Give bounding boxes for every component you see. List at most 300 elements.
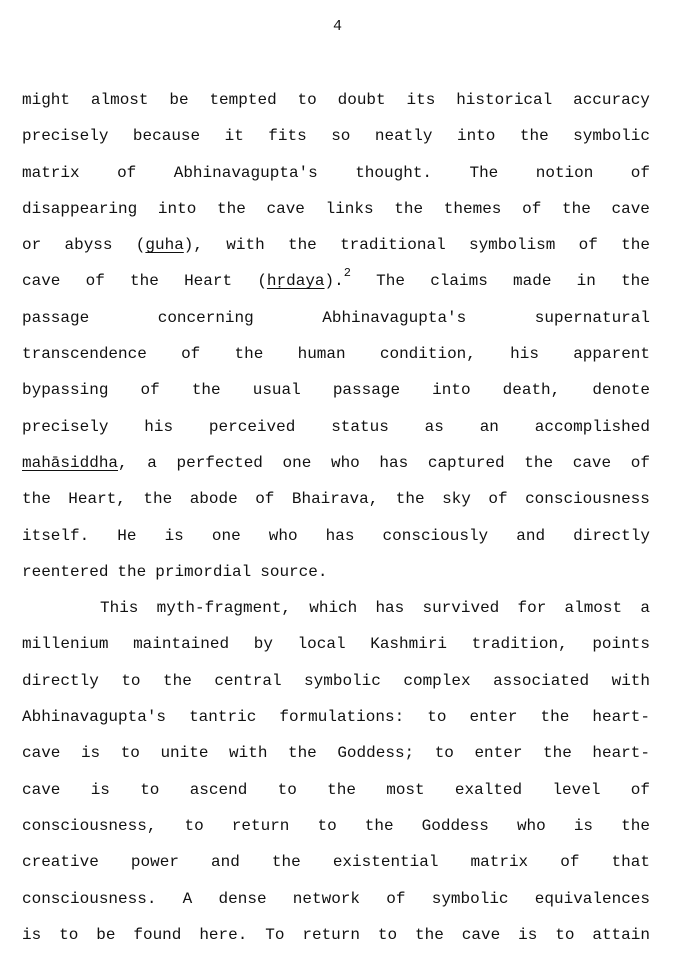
word — [117, 161, 136, 185]
word — [22, 342, 147, 366]
text-line — [22, 487, 650, 523]
word — [326, 197, 374, 221]
word-text: it — [224, 127, 244, 146]
word-text: of — [522, 199, 542, 218]
word — [235, 342, 264, 366]
word-text: cave — [22, 780, 61, 799]
word-text: points — [592, 635, 650, 654]
text-line — [22, 705, 650, 741]
word — [232, 814, 290, 838]
word-text: its — [406, 91, 436, 109]
word-text: consciously — [382, 526, 489, 545]
word-text: myth-fragment, — [156, 599, 292, 618]
word — [121, 741, 140, 765]
word-text: perfected — [176, 453, 263, 472]
text-line — [22, 632, 650, 668]
word — [169, 88, 188, 112]
word — [379, 451, 408, 475]
word — [158, 306, 254, 330]
word — [283, 451, 312, 475]
word-text: fits — [268, 127, 307, 146]
word-text: cave — [266, 199, 305, 218]
word — [524, 451, 553, 475]
word — [288, 741, 317, 765]
word-text: consciousness. — [22, 889, 157, 908]
word — [355, 161, 432, 185]
word-text: existential — [332, 853, 439, 872]
word — [577, 269, 596, 293]
word-text: the — [217, 199, 246, 218]
word — [472, 632, 568, 656]
word-text: precisely — [22, 417, 109, 436]
word-text: of — [488, 490, 508, 509]
word — [331, 415, 389, 439]
word-text: into — [456, 127, 496, 146]
word — [333, 378, 400, 402]
word — [435, 741, 454, 765]
word — [327, 778, 356, 802]
word — [573, 524, 650, 548]
word-text: cave — [461, 925, 501, 944]
word — [22, 850, 99, 874]
word — [22, 778, 60, 802]
word — [573, 342, 650, 366]
word-text: to — [555, 925, 575, 944]
word-text: to — [121, 671, 141, 690]
word-text: themes — [443, 199, 502, 218]
word-text: to — [317, 816, 337, 835]
word — [211, 850, 240, 874]
word — [541, 705, 570, 729]
word-text: by — [253, 635, 273, 654]
word-text: found — [133, 925, 182, 944]
word — [190, 778, 248, 802]
text-line — [22, 524, 650, 560]
text-line — [22, 923, 650, 959]
word-text: Abhinavagupta's — [322, 308, 467, 327]
word-text: the — [130, 272, 159, 291]
word — [386, 887, 405, 911]
word-text: complex — [403, 671, 471, 690]
word-text: passage — [22, 308, 90, 327]
word-text: thought. — [355, 163, 433, 182]
word — [272, 850, 301, 874]
word — [117, 560, 146, 584]
word-text: is — [573, 816, 594, 835]
word — [22, 451, 128, 475]
word — [503, 378, 561, 402]
word — [86, 269, 105, 293]
word-text: survived — [422, 599, 500, 618]
word-text: the — [143, 490, 173, 509]
word — [100, 596, 138, 620]
word-text: of — [630, 780, 650, 799]
word-text: the — [519, 127, 549, 146]
word — [157, 596, 291, 620]
text-line — [22, 306, 650, 342]
word-text: source. — [260, 562, 328, 581]
word-text: captured — [427, 453, 505, 472]
text-line — [22, 596, 650, 632]
word — [212, 524, 241, 548]
word — [133, 632, 229, 656]
word-text: return — [302, 925, 360, 944]
word-text: bypassing — [22, 381, 109, 400]
word-text: formulations: — [279, 708, 405, 727]
word-text: the — [163, 671, 192, 690]
word-text: in — [576, 272, 596, 291]
word — [293, 887, 360, 911]
word-text: is — [518, 925, 538, 944]
word-text: cave — [611, 199, 650, 218]
text-line — [22, 887, 650, 923]
word — [579, 233, 598, 257]
word-text: The — [469, 163, 499, 182]
text-line — [22, 741, 650, 777]
word-text: attain — [592, 925, 650, 944]
word-text: ascend — [189, 780, 248, 799]
word-text: tempted — [209, 91, 277, 109]
word-text: denote — [592, 381, 650, 400]
word-text: status — [331, 417, 389, 436]
word — [425, 415, 444, 439]
word-text: of — [578, 236, 598, 255]
word-text: the — [561, 199, 591, 218]
word — [442, 487, 471, 511]
word-text: be — [169, 91, 189, 109]
word-text: or — [22, 236, 42, 255]
word — [253, 378, 301, 402]
word — [432, 378, 470, 402]
word-text: death, — [502, 381, 561, 400]
word-text: a — [147, 453, 157, 472]
word-text: the — [524, 453, 554, 472]
word-text: the — [621, 816, 650, 835]
word-text: that — [611, 853, 650, 872]
word — [219, 887, 267, 911]
word — [189, 705, 256, 729]
word-text: perceived — [208, 417, 296, 436]
word — [265, 923, 284, 947]
word — [226, 233, 264, 257]
word-text: to — [59, 925, 79, 944]
word-text: his — [144, 417, 174, 436]
word — [493, 669, 589, 693]
word-text: cave — [22, 272, 61, 291]
word-text: the — [394, 199, 424, 218]
word — [163, 669, 192, 693]
underlined-term: hṛdaya — [266, 272, 325, 291]
word — [536, 161, 594, 185]
word-text: of — [85, 272, 105, 291]
word-text: the — [395, 490, 425, 509]
word — [133, 124, 200, 148]
word — [455, 778, 522, 802]
word — [176, 451, 262, 475]
word-text: central — [214, 671, 282, 690]
word-text: his — [510, 345, 539, 364]
word — [322, 306, 466, 330]
word-text: as — [424, 417, 444, 436]
word — [133, 923, 181, 947]
word — [510, 342, 539, 366]
page-number: 4 — [332, 18, 342, 35]
word-text: transcendence — [22, 345, 147, 364]
word — [518, 923, 537, 947]
word — [22, 741, 60, 765]
word-text: of — [386, 889, 406, 908]
word — [621, 233, 650, 257]
word-text: which — [309, 599, 358, 618]
word-text: heart- — [592, 708, 650, 727]
text-line — [22, 266, 650, 305]
word — [96, 923, 115, 947]
word — [592, 378, 650, 402]
word — [209, 415, 295, 439]
word — [517, 596, 546, 620]
word-text: a — [640, 599, 650, 618]
word — [432, 887, 509, 911]
word-text: matrix — [470, 853, 529, 872]
word-text: ( — [135, 236, 146, 255]
word-text: human — [297, 345, 346, 364]
footnote-marker: 2 — [343, 266, 351, 281]
word — [592, 632, 650, 656]
word — [612, 669, 650, 693]
word-text: be — [96, 925, 116, 944]
word-text: is — [80, 744, 101, 763]
word-text: traditional — [340, 236, 446, 255]
word-text: passage — [332, 381, 401, 400]
word-text: with — [226, 236, 265, 255]
word-text: to — [277, 780, 297, 799]
word-text: to — [377, 925, 398, 944]
word — [298, 88, 317, 112]
word-text: symbolic — [573, 127, 650, 146]
word — [130, 269, 159, 293]
word — [469, 705, 517, 729]
word — [136, 233, 203, 257]
word — [331, 451, 360, 475]
word — [340, 233, 446, 257]
text-line — [22, 669, 650, 705]
word-text: an — [479, 417, 499, 436]
word — [22, 269, 60, 293]
word — [552, 778, 600, 802]
word-text: has — [375, 599, 405, 618]
word — [338, 88, 386, 112]
word — [22, 887, 156, 911]
word-text: is — [22, 925, 42, 944]
word-text: with — [229, 744, 268, 763]
word — [386, 778, 424, 802]
word-text: to — [140, 780, 160, 799]
word-text: cave — [22, 744, 61, 763]
word-text: associated — [493, 671, 590, 690]
word — [254, 632, 273, 656]
word-text: cave — [572, 453, 612, 472]
word — [376, 269, 405, 293]
word — [422, 596, 499, 620]
word — [144, 415, 173, 439]
word — [160, 741, 208, 765]
word-text: directly — [573, 526, 650, 545]
word — [407, 88, 436, 112]
word — [535, 415, 650, 439]
word — [543, 741, 572, 765]
word — [375, 596, 404, 620]
word-text: Heart — [184, 272, 233, 291]
word-text: here. — [199, 925, 248, 944]
word-text: symbolic — [304, 671, 381, 690]
word — [326, 524, 355, 548]
text-line — [22, 233, 650, 269]
word-text: maintained — [133, 635, 230, 654]
word-text: is — [164, 526, 184, 545]
word — [22, 306, 89, 330]
word-text: Heart, — [68, 490, 126, 509]
word — [612, 850, 650, 874]
word — [131, 850, 179, 874]
word-text: disappearing — [22, 199, 138, 218]
word — [383, 524, 489, 548]
word — [517, 814, 546, 838]
word — [22, 560, 108, 584]
word — [317, 814, 336, 838]
word — [380, 342, 476, 366]
word-text: dense — [218, 889, 267, 908]
word-text: power — [130, 853, 179, 872]
word — [140, 778, 159, 802]
word — [611, 197, 649, 221]
word-text: most — [386, 780, 425, 799]
word — [480, 415, 499, 439]
word-text: concerning — [157, 308, 254, 327]
word — [22, 632, 108, 656]
word — [631, 778, 650, 802]
word — [430, 269, 488, 293]
word-text: so — [331, 127, 351, 146]
word-text: of — [140, 381, 160, 400]
word-text: primordial — [155, 562, 252, 581]
word-text: made — [513, 272, 552, 291]
word-text: who — [268, 526, 298, 545]
word-text: is — [90, 780, 110, 799]
word — [471, 850, 529, 874]
word-text: to — [184, 816, 204, 835]
word-text: of — [630, 163, 650, 182]
word-text: abyss — [64, 236, 113, 255]
word — [267, 197, 305, 221]
word-text: the — [621, 272, 650, 291]
text-line — [22, 415, 650, 451]
word-text: unite — [160, 744, 209, 763]
word-text: the — [415, 925, 444, 944]
text-line — [22, 161, 650, 197]
word — [22, 669, 99, 693]
word-text: almost — [564, 599, 623, 618]
word — [288, 233, 317, 257]
word-text: to — [120, 744, 140, 763]
word — [22, 233, 41, 257]
word — [278, 778, 297, 802]
word — [378, 923, 397, 947]
text-line — [22, 342, 650, 378]
word — [22, 487, 51, 511]
word-text: The — [376, 272, 405, 291]
word — [22, 923, 41, 947]
word-text: of — [255, 490, 275, 509]
word — [565, 596, 623, 620]
word-text: of — [181, 345, 201, 364]
word — [422, 814, 489, 838]
word — [158, 197, 196, 221]
word — [396, 487, 425, 511]
word-text: creative — [22, 853, 99, 872]
word-text: has — [379, 453, 409, 472]
word-text: usual — [252, 381, 301, 400]
word — [269, 524, 298, 548]
word — [22, 524, 89, 548]
text-line — [22, 378, 650, 414]
word — [573, 124, 650, 148]
word — [592, 741, 650, 765]
word — [22, 124, 108, 148]
word — [462, 923, 500, 947]
word — [184, 269, 232, 293]
word-text: equivalences — [534, 889, 650, 908]
word — [304, 669, 381, 693]
word — [302, 923, 360, 947]
word-text: symbolism — [468, 236, 556, 255]
word-text: the — [543, 744, 572, 763]
word — [592, 923, 650, 947]
word — [574, 814, 593, 838]
word-text: consciousness — [525, 490, 650, 509]
word-text: Abhinavagupta's — [22, 708, 167, 727]
word-text: accuracy — [573, 91, 650, 109]
word-text: historical — [456, 91, 553, 109]
text-line — [22, 814, 650, 850]
word-text: to — [434, 744, 454, 763]
word-text: accomplished — [534, 417, 650, 436]
word — [91, 778, 110, 802]
word-text: and — [211, 853, 240, 872]
word-text: ( — [257, 272, 267, 291]
word — [268, 124, 306, 148]
word — [337, 741, 414, 765]
word — [190, 487, 238, 511]
word — [64, 233, 112, 257]
word — [209, 88, 276, 112]
word — [22, 88, 70, 112]
word-text: exalted — [454, 780, 523, 799]
word — [331, 124, 350, 148]
word-text: enter — [469, 708, 518, 727]
word — [535, 306, 650, 330]
word — [592, 705, 650, 729]
text-line — [22, 778, 650, 814]
word — [22, 415, 108, 439]
text-line — [22, 88, 650, 124]
word — [535, 887, 650, 911]
word — [562, 197, 591, 221]
word — [394, 197, 423, 221]
word-text: links — [325, 199, 374, 218]
word-text: matrix — [22, 163, 80, 182]
word-text: millenium — [22, 635, 109, 654]
word-text: into — [157, 199, 197, 218]
